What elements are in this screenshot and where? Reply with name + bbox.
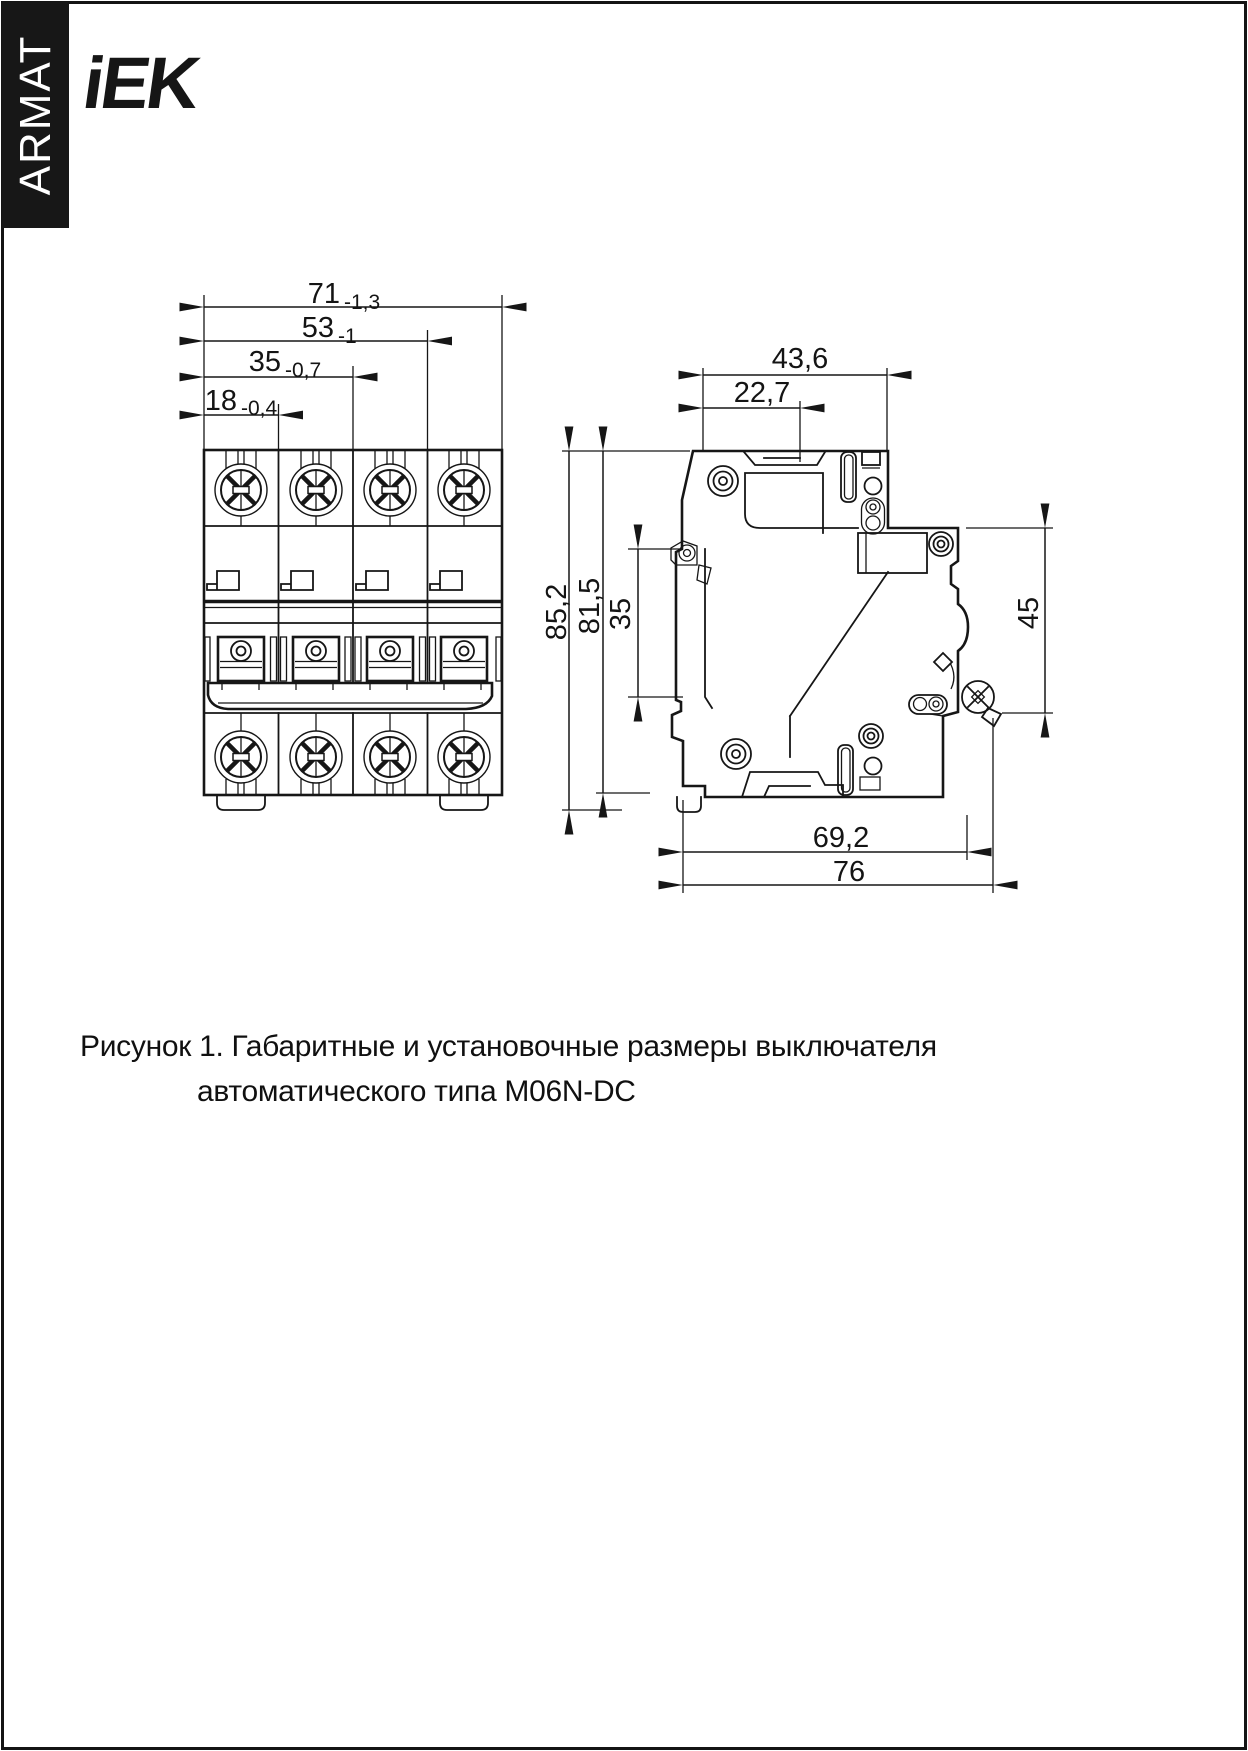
dim-label-43-6: 43,6 [771,343,829,375]
dim-label-45: 45 [1013,596,1045,630]
dim-label-81-5: 81,5 [574,577,606,635]
dim-tolerance-53: -1 [338,325,357,348]
dim-tolerance-35: -0,7 [285,359,322,382]
front-view-dimensions [204,278,502,450]
dim-label-85-2: 85,2 [541,583,573,641]
dim-tolerance-18: -0,4 [241,397,278,420]
side-view-dimensions [541,343,1053,893]
dim-label-53: 53 [301,312,334,344]
dim-label-18: 18 [204,385,237,417]
side-view [671,451,1001,812]
dim-label-22-7: 22,7 [733,377,791,409]
iek-logo-text: iEK [78,43,203,124]
armat-sidebar [2,2,69,228]
dim-label-76: 76 [832,856,866,888]
dim-label-35: 35 [248,346,281,378]
figure-caption-line-1: Рисунок 1. Габаритные и установочные размеры выключателя [80,1030,937,1063]
dimension-drawing [0,270,1248,910]
figure-caption-line-2: автоматического типа M06N-DC [197,1075,636,1108]
armat-sidebar-text: ARMAT [11,34,60,196]
dim-label-35-side: 35 [605,597,637,631]
iek-logo [78,43,203,124]
dim-label-71: 71 [307,278,340,310]
dim-tolerance-71: -1,3 [344,291,381,314]
front-view [204,450,502,810]
dim-label-69-2: 69,2 [812,822,870,854]
